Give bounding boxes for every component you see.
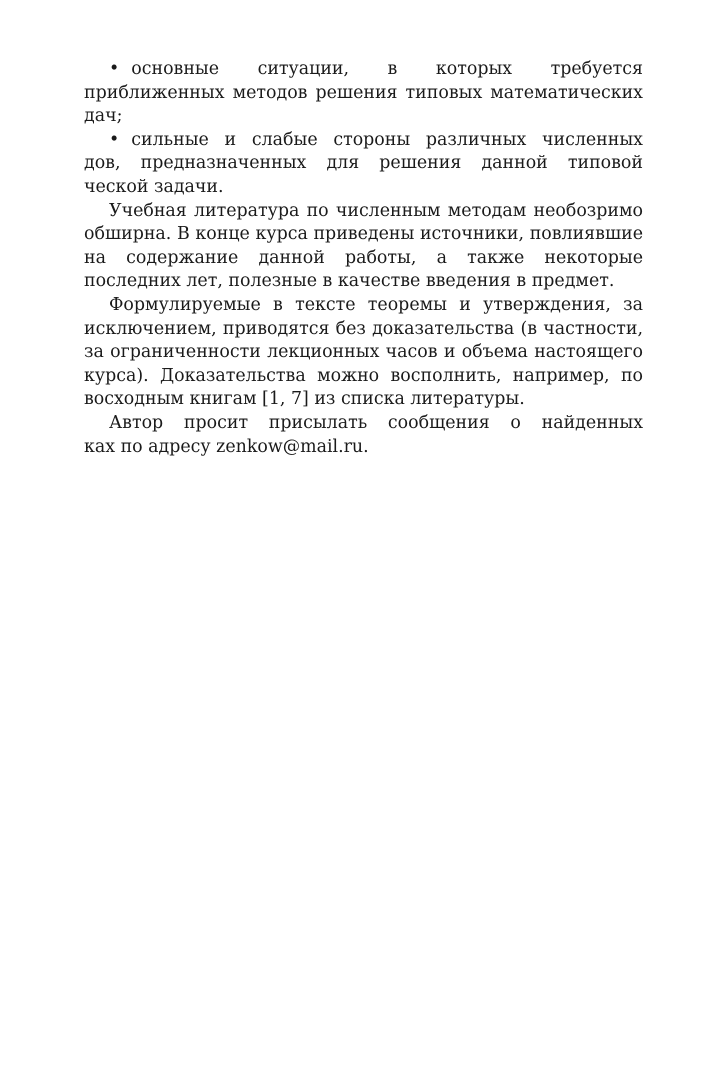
paragraph (84, 200, 643, 294)
text-line: дач; (84, 106, 123, 127)
bullet-item (84, 58, 643, 129)
bullet-marker: • (109, 59, 120, 79)
text-line: приближенных методов решения типовых математических (84, 82, 643, 103)
text-line: восходным книгам [1, 7] из списка литературы. (84, 389, 525, 410)
bullet-marker: • (109, 129, 120, 150)
text-line: • основные ситуации, в которых требуется (109, 59, 643, 79)
text-line: ческой задачи. (84, 176, 224, 197)
text-line: обширна. В конце курса приведены источники, повлиявшие (84, 224, 643, 245)
text-line: дов, предназначенных для решения данной типовой (84, 153, 643, 174)
text-line: Автор просит присылать сообщения о найденных (109, 412, 643, 433)
text-line: исключением, приводятся без доказательства (в частности, (84, 318, 643, 339)
text-line: последних лет, полезные в качестве введения в предмет. (84, 271, 615, 292)
paragraph (84, 294, 643, 412)
text-line: Учебная литература по численным методам необозримо (109, 200, 643, 221)
bullet-item (84, 129, 643, 200)
paragraph (84, 412, 643, 459)
text-line: ках по адресу zenkow@mail.ru. (84, 436, 369, 457)
text-line: • сильные и слабые стороны различных численных (109, 129, 643, 150)
text-line: курса). Доказательства можно восполнить, например, по (84, 365, 643, 386)
text-line: за ограниченности лекционных часов и объема настоящего (84, 342, 643, 363)
text-line: на содержание данной работы, а также некоторые (84, 247, 643, 268)
page-body (84, 58, 643, 459)
text-line: Формулируемые в тексте теоремы и утверждения, за (109, 294, 643, 315)
